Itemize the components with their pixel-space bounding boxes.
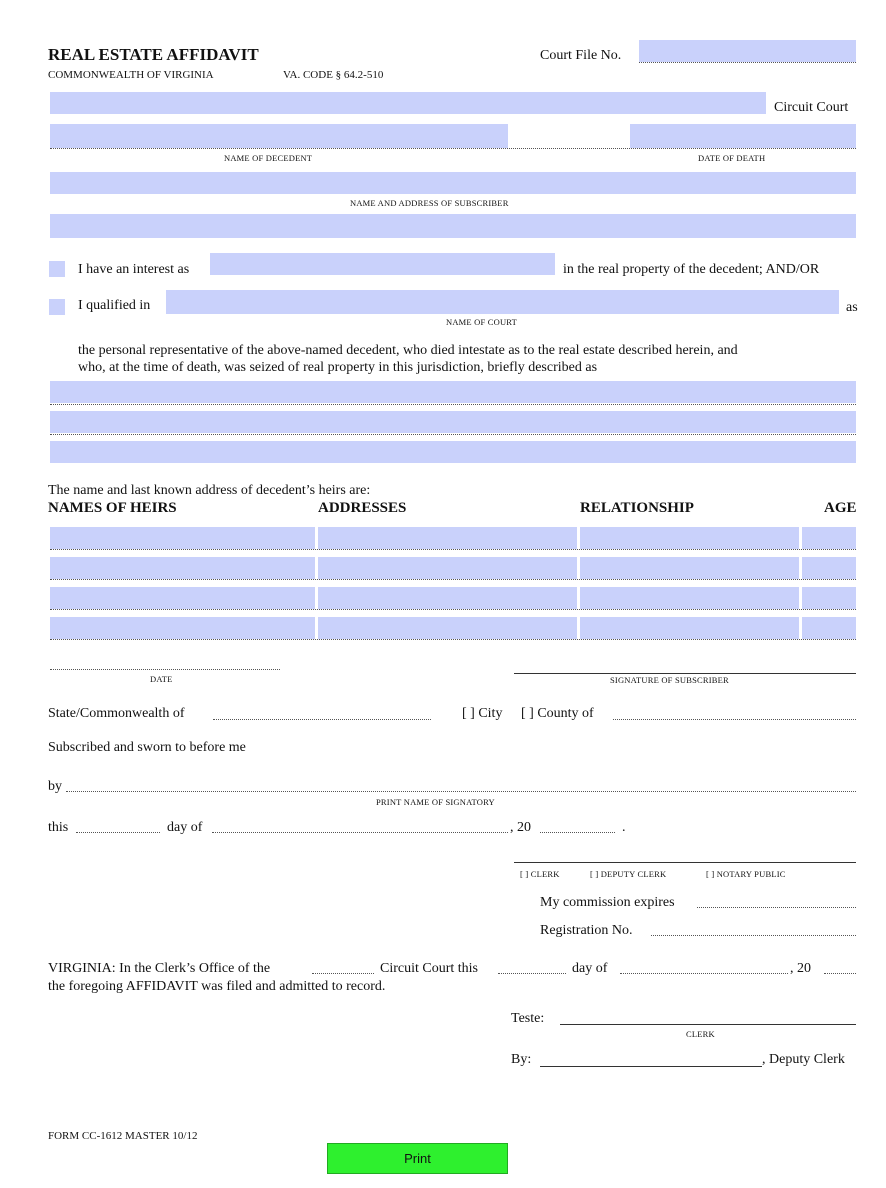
decedent-name-input[interactable]: [50, 124, 508, 148]
heir-age-input[interactable]: [802, 557, 856, 579]
heir-name-input[interactable]: [50, 587, 315, 609]
clerk-option: [ ] CLERK: [520, 869, 560, 879]
signature-line: [514, 673, 856, 674]
heir-relationship-input[interactable]: [580, 617, 799, 639]
qualified-prefix: I qualified in: [78, 298, 151, 313]
heirs-intro: The name and last known address of decedent’s heirs are:: [48, 483, 371, 498]
heir-name-input[interactable]: [50, 557, 315, 579]
print-button[interactable]: Print: [327, 1143, 508, 1174]
jurisdiction: COMMONWEALTH OF VIRGINIA: [48, 69, 214, 81]
heir-row-line: [50, 549, 856, 550]
state-label: State/Commonwealth of: [48, 706, 185, 721]
name-of-court-label: NAME OF COURT: [446, 317, 518, 327]
heir-age-input[interactable]: [802, 587, 856, 609]
commission-line: [697, 907, 856, 908]
description-line1: [50, 404, 856, 405]
paragraph-line1: the personal representative of the above-named decedent, who died intestate as to the real estate described herein, and: [78, 343, 738, 358]
heir-name-input[interactable]: [50, 527, 315, 549]
clerk-label: CLERK: [686, 1029, 715, 1039]
heir-age-input[interactable]: [802, 527, 856, 549]
form-number: FORM CC-1612 MASTER 10/12: [48, 1130, 198, 1142]
record-year-line: [824, 973, 856, 974]
day-of-label: day of: [167, 820, 203, 835]
court-name-input[interactable]: [166, 290, 839, 314]
interest-prefix: I have an interest as: [78, 262, 190, 277]
date-line: [50, 669, 280, 670]
court-file-input[interactable]: [639, 40, 856, 62]
heir-relationship-input[interactable]: [580, 587, 799, 609]
qualified-suffix: as: [846, 300, 858, 315]
by-line: [66, 791, 856, 792]
state-line: [213, 719, 431, 720]
signature-label: SIGNATURE OF SUBSCRIBER: [610, 675, 729, 685]
heir-address-input[interactable]: [318, 617, 577, 639]
officer-signature-line: [514, 862, 856, 863]
record-year: , 20: [790, 961, 811, 976]
deputy-clerk-option: [ ] DEPUTY CLERK: [590, 869, 667, 879]
day-of-line: [212, 832, 508, 833]
notary-option: [ ] NOTARY PUBLIC: [706, 869, 786, 879]
record-line2: the foregoing AFFIDAVIT was filed and admitted to record.: [48, 979, 386, 994]
commission-label: My commission expires: [540, 895, 675, 910]
by-label: by: [48, 779, 62, 794]
decedent-name-label: NAME OF DECEDENT: [224, 153, 313, 163]
description-line2-input[interactable]: [50, 411, 856, 433]
heir-address-input[interactable]: [318, 587, 577, 609]
description-line3-input[interactable]: [50, 441, 856, 463]
year-label: , 20: [510, 820, 531, 835]
circuit-court-this: Circuit Court this: [380, 961, 478, 976]
date-of-death-label: DATE OF DEATH: [698, 153, 766, 163]
col-relationship: RELATIONSHIP: [580, 500, 694, 516]
record-day-of: day of: [572, 961, 608, 976]
paragraph-line2: who, at the time of death, was seized of real property in this jurisdiction, briefly described as: [78, 360, 598, 375]
interest-checkbox[interactable]: [49, 261, 65, 277]
heir-address-input[interactable]: [318, 557, 577, 579]
circuit-court-input[interactable]: [50, 92, 766, 114]
subscriber-label: NAME AND ADDRESS OF SUBSCRIBER: [350, 198, 509, 208]
teste-label: Teste:: [511, 1011, 545, 1026]
city-label: [ ] City: [462, 706, 503, 721]
date-of-death-input[interactable]: [630, 124, 856, 148]
description-line2: [50, 434, 856, 435]
circuit-court-label: Circuit Court: [774, 100, 849, 115]
heir-row-line: [50, 609, 856, 610]
this-label: this: [48, 820, 69, 835]
heir-name-input[interactable]: [50, 617, 315, 639]
county-line: [613, 719, 856, 720]
sworn-text: Subscribed and sworn to before me: [48, 740, 246, 755]
registration-line: [651, 935, 856, 936]
date-label: DATE: [150, 674, 173, 684]
col-names-heirs: NAMES OF HEIRS: [48, 500, 177, 516]
deputy-line: [540, 1066, 762, 1067]
court-file-label: Court File No.: [540, 48, 622, 63]
county-label: [ ] County of: [521, 706, 594, 721]
decedent-line: [50, 148, 856, 149]
heir-row-line: [50, 579, 856, 580]
form-title: REAL ESTATE AFFIDAVIT: [48, 45, 259, 64]
heir-relationship-input[interactable]: [580, 557, 799, 579]
record-month-line: [620, 973, 788, 974]
print-name-label: PRINT NAME OF SIGNATORY: [376, 797, 495, 807]
registration-label: Registration No.: [540, 923, 633, 938]
qualified-checkbox[interactable]: [49, 299, 65, 315]
interest-suffix: in the real property of the decedent; AND/OR: [563, 262, 820, 277]
record-court-line: [312, 973, 374, 974]
this-line: [76, 832, 160, 833]
period: .: [622, 820, 626, 835]
virginia-record: VIRGINIA: In the Clerk’s Office of the: [48, 961, 271, 976]
col-addresses: ADDRESSES: [318, 500, 407, 516]
court-file-line: [639, 62, 856, 63]
va-code: VA. CODE § 64.2-510: [283, 69, 384, 81]
col-age: AGE: [824, 500, 857, 516]
teste-line: [560, 1024, 856, 1025]
heir-relationship-input[interactable]: [580, 527, 799, 549]
deputy-clerk-label: , Deputy Clerk: [762, 1052, 845, 1067]
by-record-label: By:: [511, 1052, 532, 1067]
subscriber-line2-input[interactable]: [50, 214, 856, 238]
subscriber-line1-input[interactable]: [50, 172, 856, 194]
year-line: [540, 832, 615, 833]
interest-input[interactable]: [210, 253, 555, 275]
heir-age-input[interactable]: [802, 617, 856, 639]
description-line1-input[interactable]: [50, 381, 856, 403]
record-day-line: [498, 973, 566, 974]
heir-address-input[interactable]: [318, 527, 577, 549]
heir-row-line: [50, 639, 856, 640]
